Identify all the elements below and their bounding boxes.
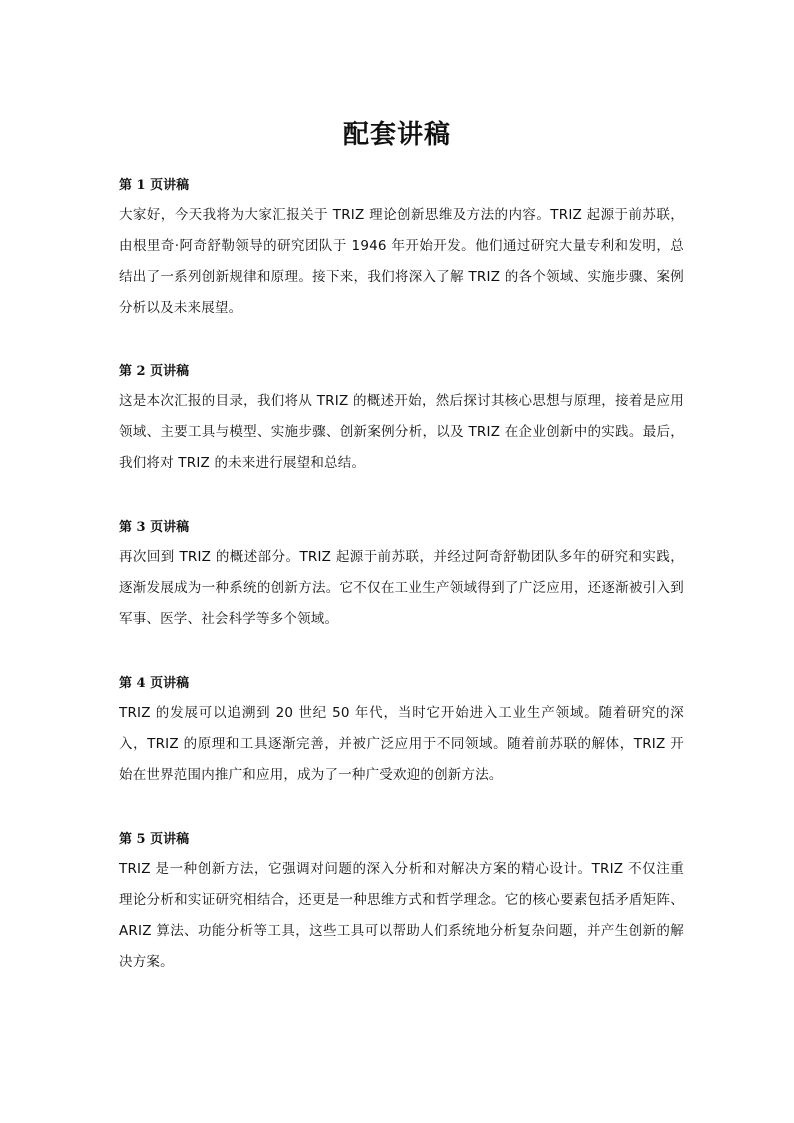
page-title: 配套讲稿	[342, 120, 451, 151]
section-body: TRIZ 的发展可以追溯到 20 世纪 50 年代，当时它开始进入工业生产领域。随着研究的深入，TRIZ 的原理和工具逐渐完善，并被广泛应用于不同领域。随着前苏联的解体，TRIZ 开始在世界范围内推广和应用，成为了一种广受欢迎的创新方法。	[119, 705, 684, 783]
lecture-section-2	[119, 362, 684, 479]
section-heading: 第 4 页讲稿	[119, 676, 190, 691]
lecture-section-5	[119, 830, 684, 978]
section-body: 再次回到 TRIZ 的概述部分。TRIZ 起源于前苏联，并经过阿奇舒勒团队多年的研究和实践，逐渐发展成为一种系统的创新方法。它不仅在工业生产领域得到了广泛应用，还逐渐被引入到军事、医学、社会科学等多个领域。	[119, 549, 684, 627]
section-heading: 第 1 页讲稿	[119, 178, 190, 193]
section-heading: 第 3 页讲稿	[119, 520, 190, 535]
section-body: 大家好，今天我将为大家汇报关于 TRIZ 理论创新思维及方法的内容。TRIZ 起源于前苏联，由根里奇·阿奇舒勒领导的研究团队于 1946 年开始开发。他们通过研究大量专利和发明，总结出了一系列创新规律和原理。接下来，我们将深入了解 TRIZ 的各个领域、实施步骤、案例分析以及未来展望。	[119, 207, 684, 316]
lecture-section-4	[119, 674, 684, 791]
lecture-section-3	[119, 518, 684, 635]
section-heading: 第 2 页讲稿	[119, 364, 190, 379]
section-body: 这是本次汇报的目录，我们将从 TRIZ 的概述开始，然后探讨其核心思想与原理，接着是应用领域、主要工具与模型、实施步骤、创新案例分析，以及 TRIZ 在企业创新中的实践。最后，我们将对 TRIZ 的未来进行展望和总结。	[119, 393, 684, 471]
lecture-section-1	[119, 176, 684, 324]
section-heading: 第 5 页讲稿	[119, 832, 190, 847]
section-body: TRIZ 是一种创新方法，它强调对问题的深入分析和对解决方案的精心设计。TRIZ 不仅注重理论分析和实证研究相结合，还更是一种思维方式和哲学理念。它的核心要素包括矛盾矩阵、ARIZ 算法、功能分析等工具，这些工具可以帮助人们系统地分析复杂问题，并产生创新的解决方案。	[119, 861, 684, 970]
